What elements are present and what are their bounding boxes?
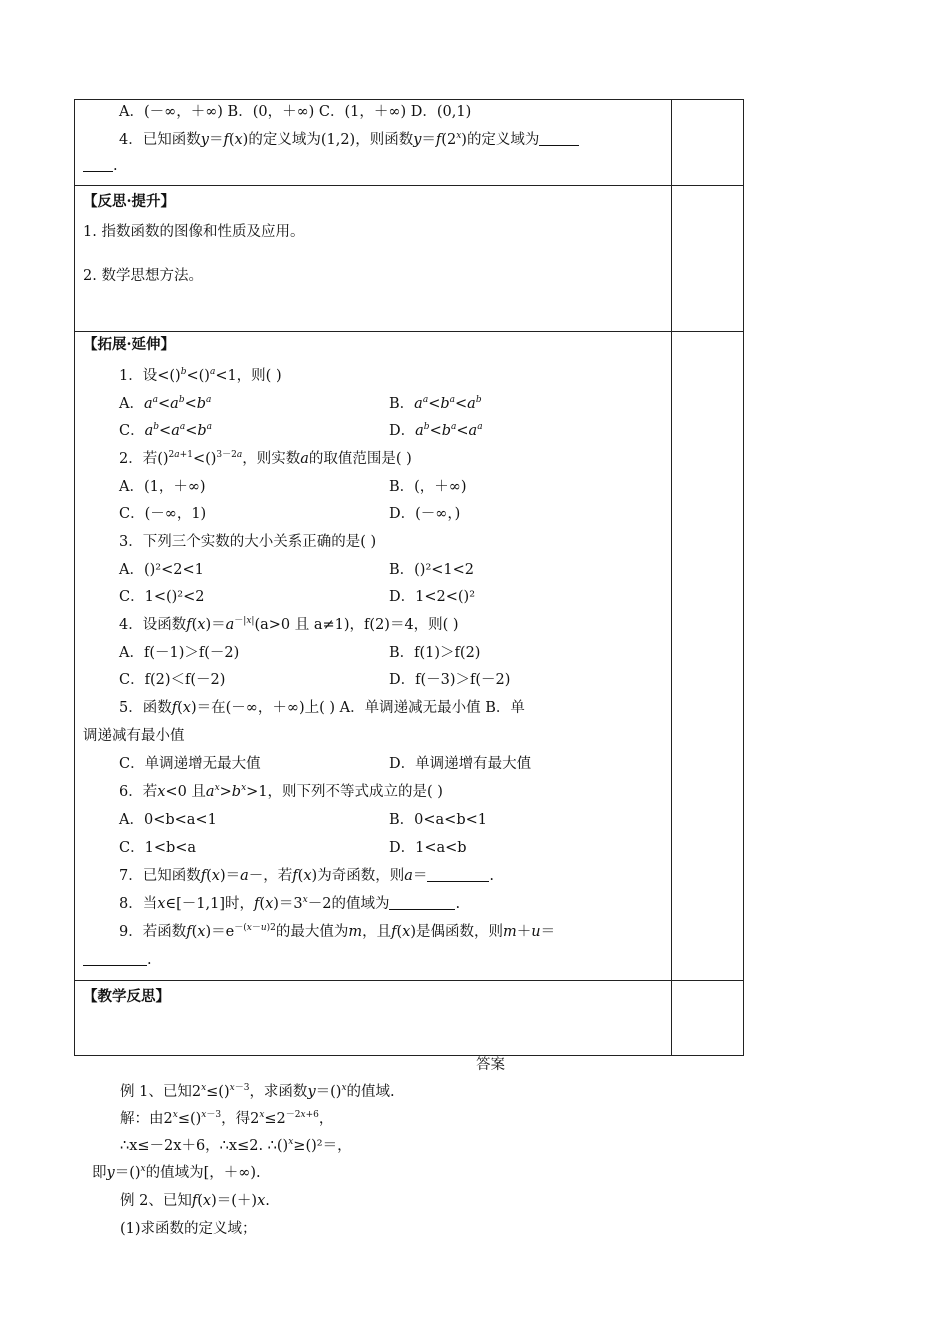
option: A．()²<2<1 bbox=[119, 562, 204, 578]
question-4-blank: . bbox=[83, 156, 118, 176]
section-heading: 【教学反思】 bbox=[83, 988, 170, 1005]
question-8: 8．当x∈[－1,1]时，$f(x)=3^x-2$的值域为 . bbox=[119, 895, 461, 912]
option: B．$a^a<b^a<a^b$ bbox=[389, 395, 482, 412]
question-9: 9．若函数$f(x)=e^{-(x-u)2}$的最大值为m，且f(x)是偶函数，则m＋u＝ bbox=[119, 923, 556, 940]
answers-title: 答案 bbox=[476, 1057, 505, 1073]
notes-cell bbox=[673, 981, 743, 1055]
section-heading: 【反思·提升】 bbox=[83, 193, 176, 210]
question-5-cont: 调递减有最小值 bbox=[83, 728, 185, 744]
question-6: 6．若x<0 且$a^x>b^x>1$，则下列不等式成立的是( ) bbox=[119, 783, 443, 800]
option: C．(－∞，1) bbox=[119, 506, 207, 522]
option: C．1<()²<2 bbox=[119, 589, 205, 605]
option: A．f(－1)＞f(－2) bbox=[119, 645, 240, 661]
question-7: 7．已知函数f(x)＝a－，若f(x)为奇函数，则a＝ . bbox=[119, 868, 494, 884]
section-heading: 【拓展·延伸】 bbox=[83, 336, 176, 353]
option: D．f(－3)＞f(－2) bbox=[389, 672, 511, 688]
option: D．1<2<()² bbox=[389, 589, 476, 605]
question-3: 3．下列三个实数的大小关系正确的是( ) bbox=[119, 534, 377, 550]
option: D．(－∞，) bbox=[389, 506, 461, 522]
question-5: 5．函数f(x)＝在(－∞，＋∞)上( ) A．单调递减无最小值 B．单 bbox=[119, 700, 525, 716]
option: D．1<a<b bbox=[389, 840, 467, 856]
example-1: 例 1、已知$2^x\le()^{x-3}$，求函数y＝()$^x$的值域. bbox=[120, 1083, 395, 1100]
option: B．()²<1<2 bbox=[389, 562, 475, 578]
solution-range: 即y＝()$^x$的值域为[，＋∞). bbox=[92, 1164, 261, 1181]
content-cell bbox=[75, 100, 672, 185]
option: C．单调递增无最大值 bbox=[119, 756, 261, 772]
question-4: 4．已知函数y＝f(x)的定义域为(1,2)，则函数$y=f(2^x)$的定义域为 bbox=[119, 130, 579, 150]
question-1: 1．设<()$^b$<()$^a$<1，则( ) bbox=[119, 367, 282, 384]
list-item: 2. 数学思想方法。 bbox=[83, 268, 203, 284]
content-cell bbox=[75, 186, 672, 331]
option: A．0<b<a<1 bbox=[119, 812, 217, 828]
table-row bbox=[75, 186, 743, 332]
option: D．$a^b<b^a<a^a$ bbox=[389, 422, 483, 439]
example-2: 例 2、已知f(x)＝(＋)x. bbox=[120, 1193, 270, 1209]
option: C．1<b<a bbox=[119, 840, 197, 856]
notes-cell bbox=[673, 332, 743, 980]
notes-cell bbox=[673, 100, 743, 185]
option: A．$a^a<a^b<b^a$ bbox=[119, 395, 212, 412]
example-2-part-1: (1)求函数的定义域； bbox=[120, 1221, 257, 1237]
list-item: 1. 指数函数的图像和性质及应用。 bbox=[83, 224, 305, 240]
option: B．0<a<b<1 bbox=[389, 812, 487, 828]
content-cell bbox=[75, 981, 672, 1055]
option: D．单调递增有最大值 bbox=[389, 756, 532, 772]
table-row bbox=[75, 100, 743, 186]
table-row bbox=[75, 332, 743, 981]
option: A．(1，＋∞) bbox=[119, 479, 206, 495]
question-9-blank: . bbox=[83, 950, 152, 970]
option: B．(，＋∞) bbox=[389, 479, 467, 495]
options-line: A．(－∞，＋∞) B．(0，＋∞) C．(1，＋∞) D．(0,1) bbox=[119, 104, 472, 120]
question-4: 4．设函数$f(x)=a^{-|x|}(a>0$ 且 a≠1)，f(2)＝4，则( ) bbox=[119, 616, 459, 633]
solution-step: ∴x≤－2x＋6，∴x≤2. ∴()$^x$≥()²＝， bbox=[120, 1137, 352, 1154]
table-row bbox=[75, 981, 743, 1055]
question-2: 2．若()$^{2a+1}$<()$^{3-2a}$，则实数a的取值范围是( ) bbox=[119, 450, 412, 467]
option: C．f(2)＜f(－2) bbox=[119, 672, 226, 688]
content-cell bbox=[75, 332, 672, 980]
notes-cell bbox=[673, 186, 743, 331]
option: C．$a^b<a^a<b^a$ bbox=[119, 422, 213, 439]
solution-1: 解：由$2^x\le()^{x-3}$，得$2^x\le 2^{-2x+6}$， bbox=[120, 1110, 334, 1127]
option: B．f(1)＞f(2) bbox=[389, 645, 481, 661]
worksheet-table bbox=[74, 99, 744, 1056]
